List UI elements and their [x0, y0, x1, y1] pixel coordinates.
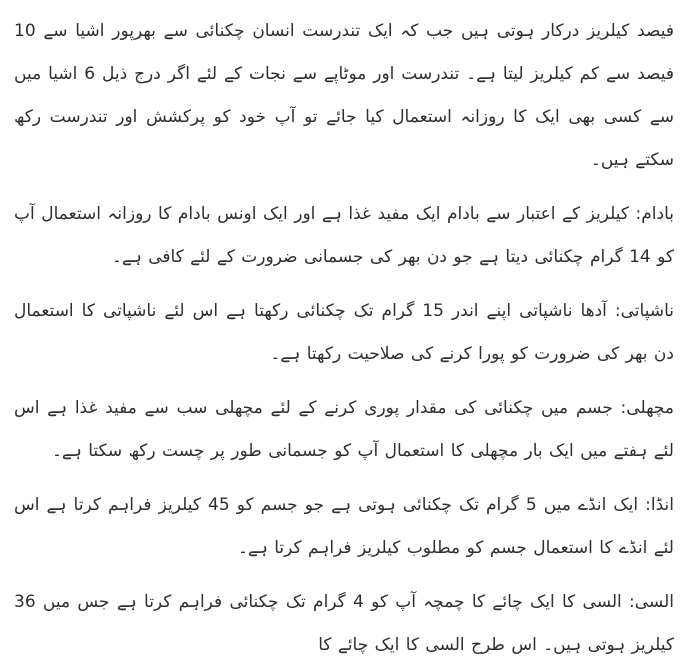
- paragraph-almond: بادام: کیلریز کے اعتبار سے بادام ایک مفید غذا ہے اور ایک اونس بادام کا روزانہ استعمال آپ کو 14 گرام چکنائی دیتا ہے جو دن بھر کی جسمانی ضرورت کے لئے کافی ہے۔: [14, 204, 674, 267]
- paragraph-egg: انڈا: ایک انڈے میں 5 گرام تک چکنائی ہوتی ہے جو جسم کو 45 کیلریز فراہم کرتا ہے اس لئے انڈے کا استعمال جسم کو مطلوب کیلریز فراہم کرتا ہے۔: [14, 495, 674, 558]
- paragraph-pear: ناشپاتی: آدھا ناشپاتی اپنے اندر 15 گرام تک چکنائی رکھتا ہے اس لئے ناشپاتی کا استعمال دن بھر کی ضرورت کو پورا کرنے کی صلاحیت رکھتا ہے۔: [14, 301, 674, 364]
- paragraph-fish: مچھلی: جسم میں چکنائی کی مقدار پوری کرنے کے لئے مچھلی سب سے مفید غذا ہے اس لئے ہفتے میں ایک بار مچھلی کا استعمال آپ کو جسمانی طور پر چست رکھ سکتا ہے۔: [14, 398, 674, 461]
- paragraph-flaxseed: السی: السی کا ایک چائے کا چمچہ آپ کو 4 گرام تک چکنائی فراہم کرتا ہے جس میں 36 کیلریز ہوتی ہیں۔ اس طرح السی کا ایک چائے کا: [14, 592, 674, 655]
- paragraph-intro: فیصد کیلریز درکار ہوتی ہیں جب کہ ایک تندرست انسان چکنائی سے بھرپور اشیا سے 10 فیصد سے کم کیلریز لیتا ہے۔ تندرست اور موٹاپے سے نجات کے لئے اگر درج ذیل 6 اشیا میں سے کسی بھی ایک کا روزانہ استعمال کیا جائے تو آپ خود کو پرکشش اور تندرست رکھ سکتے ہیں۔: [14, 21, 675, 170]
